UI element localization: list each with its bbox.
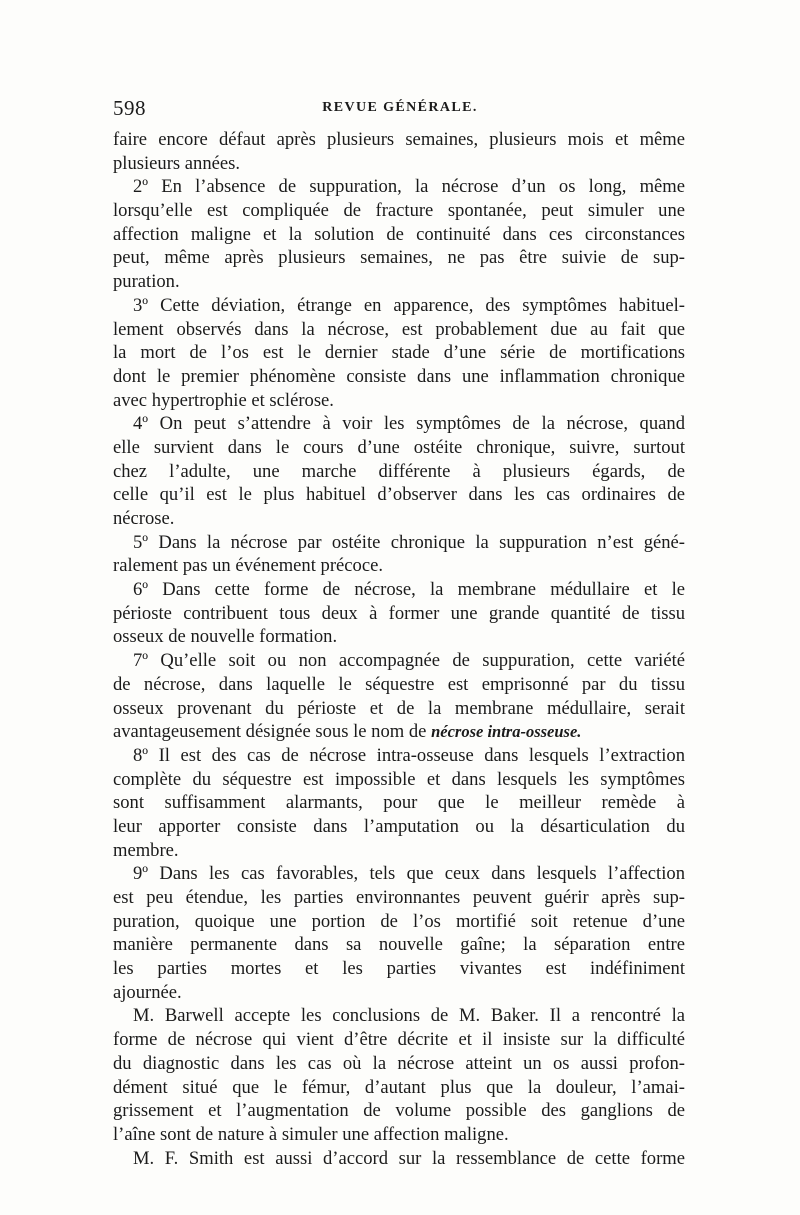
text-line: [113, 886, 685, 910]
text-line-content: ralement pas un événement précoce.: [113, 555, 383, 577]
text-line-content: affection maligne et la solution de continuité dans ces circonstances: [113, 223, 685, 245]
text-line: [113, 602, 685, 626]
text-line-content: lement observés dans la nécrose, est probablement due au fait que: [113, 318, 685, 340]
text-line-content: périoste contribuent tous deux à former une grande quantité de tissu: [113, 602, 685, 624]
text-line: [113, 507, 685, 531]
text-line-content: osseux provenant du périoste et de la membrane médullaire, serait: [113, 697, 685, 719]
text-line-content: peut, même après plusieurs semaines, ne pas être suivie de sup-: [113, 247, 685, 269]
text-line: [113, 1099, 685, 1123]
text-line: [113, 933, 685, 957]
text-line: [113, 649, 685, 673]
text-line-content: leur apporter consiste dans l’amputation ou la désarticulation du: [113, 815, 685, 837]
text-line-content: nécrose.: [113, 508, 175, 529]
text-line: [113, 673, 685, 697]
text-line-content: 6º Dans cette forme de nécrose, la membrane médullaire et le: [133, 579, 685, 601]
text-line: [113, 1123, 685, 1147]
text-line: [113, 152, 685, 176]
text-line-content: avantageusement désignée sous le nom de: [113, 721, 432, 743]
text-line: [113, 246, 685, 270]
text-line-content: elle survient dans le cours d’une ostéite chronique, suivre, surtout: [113, 436, 685, 458]
text-line: [113, 744, 685, 768]
text-line: [113, 1076, 685, 1100]
text-line-content: manière permanente dans sa nouvelle gaîne; la séparation entre: [113, 934, 685, 956]
text-line: [113, 1052, 685, 1076]
text-line: [113, 389, 685, 413]
text-line-content: 3º Cette déviation, étrange en apparence, des symptômes habituel-: [133, 294, 685, 316]
text-line: [113, 1147, 685, 1171]
text-line-content: membre.: [113, 839, 179, 861]
text-line: [113, 957, 685, 981]
text-line: [113, 199, 685, 223]
text-line-content: 4º On peut s’attendre à voir les symptômes de la nécrose, quand: [133, 413, 685, 435]
text-line: [113, 365, 685, 389]
running-title: REVUE GÉNÉRALE.: [322, 100, 478, 115]
text-line-content: 7º Qu’elle soit ou non accompagnée de suppuration, cette variété: [133, 650, 685, 672]
text-line-content: est peu étendue, les parties environnantes peuvent guérir après sup-: [113, 887, 685, 908]
text-line-content: forme de nécrose qui vient d’être décrite et il insiste sur la difficulté: [113, 1029, 685, 1051]
page-number: 598: [113, 96, 146, 120]
text-line-content: M. Barwell accepte les conclusions de M. Baker. Il a rencontré la: [133, 1005, 685, 1027]
text-line-content: 5º Dans la nécrose par ostéite chronique la suppuration n’est géné-: [133, 531, 685, 553]
text-line-content: chez l’adulte, une marche différente à plusieurs égards, de: [113, 460, 685, 482]
text-line: [113, 839, 685, 863]
text-line-content: du diagnostic dans les cas où la nécrose atteint un os aussi profon-: [113, 1052, 685, 1074]
text-line-content: dont le premier phénomène consiste dans une inflammation chronique: [113, 365, 685, 387]
text-line-content: 8º Il est des cas de nécrose intra-osseuse dans lesquels l’extraction: [133, 744, 685, 766]
text-line-content: avec hypertrophie et sclérose.: [113, 389, 334, 411]
text-line-content: M. F. Smith est aussi d’accord sur la ressemblance de cette forme: [133, 1147, 685, 1169]
text-line: [113, 128, 685, 152]
text-line-content: l’aîne sont de nature à simuler une affection maligne.: [113, 1123, 509, 1145]
text-line-content: ajournée.: [113, 981, 182, 1003]
text-line: [113, 436, 685, 460]
text-line-content: faire encore défaut après plusieurs semaines, plusieurs mois et même: [113, 129, 685, 150]
text-line: [113, 554, 685, 578]
text-line-content: 2º En l’absence de suppuration, la nécrose d’un os long, même: [133, 176, 685, 198]
text-line: [113, 1004, 685, 1028]
text-line: [113, 862, 685, 886]
italic-term: nécrose intra-osseuse.: [431, 722, 582, 742]
text-line-content: lorsqu’elle est compliquée de fracture spontanée, peut simuler une: [113, 200, 685, 222]
text-line-content: plusieurs années.: [113, 152, 241, 174]
text-line: [113, 578, 685, 602]
page-header: [113, 96, 687, 120]
text-line: [113, 768, 685, 792]
text-line-content: celle qu’il est le plus habituel d’observer dans les cas ordinaires de: [113, 484, 685, 506]
text-line-content: dément situé que le fémur, d’autant plus que la douleur, l’amai-: [113, 1076, 685, 1098]
text-line-content: puration.: [113, 271, 180, 293]
text-line-content: la mort de l’os est le dernier stade d’une série de mortifications: [113, 342, 685, 364]
text-line-content: sont suffisamment alarmants, pour que le meilleur remède à: [113, 792, 685, 814]
text-line: [113, 175, 685, 199]
text-line: [113, 223, 685, 247]
text-line: [113, 910, 685, 934]
text-line-content: 9º Dans les cas favorables, tels que ceux dans lesquels l’affection: [133, 863, 685, 885]
text-line-content: puration, quoique une portion de l’os mortifié soit retenue d’une: [113, 910, 685, 932]
text-line-content: de nécrose, dans laquelle le séquestre est emprisonné par du tissu: [113, 673, 685, 695]
text-line-content: grissement et l’augmentation de volume possible des ganglions de: [113, 1100, 685, 1122]
text-line: [113, 981, 685, 1005]
text-line: [113, 531, 685, 555]
text-line-content: les parties mortes et les parties vivantes est indéfiniment: [113, 958, 685, 980]
text-line: [113, 483, 685, 507]
text-line: [113, 270, 685, 294]
text-line: [113, 412, 685, 436]
text-line: [113, 460, 685, 484]
text-line: [113, 1028, 685, 1052]
text-line: [113, 720, 685, 744]
text-line: [113, 791, 685, 815]
text-line: [113, 697, 685, 721]
text-line-content: complète du séquestre est impossible et dans lesquels les symptômes: [113, 768, 685, 790]
text-line: [113, 341, 685, 365]
text-line-content: osseux de nouvelle formation.: [113, 626, 338, 648]
text-line: [113, 318, 685, 342]
body-text: [113, 128, 685, 1170]
text-line: [113, 625, 685, 649]
text-line: [113, 815, 685, 839]
text-line: [113, 294, 685, 318]
